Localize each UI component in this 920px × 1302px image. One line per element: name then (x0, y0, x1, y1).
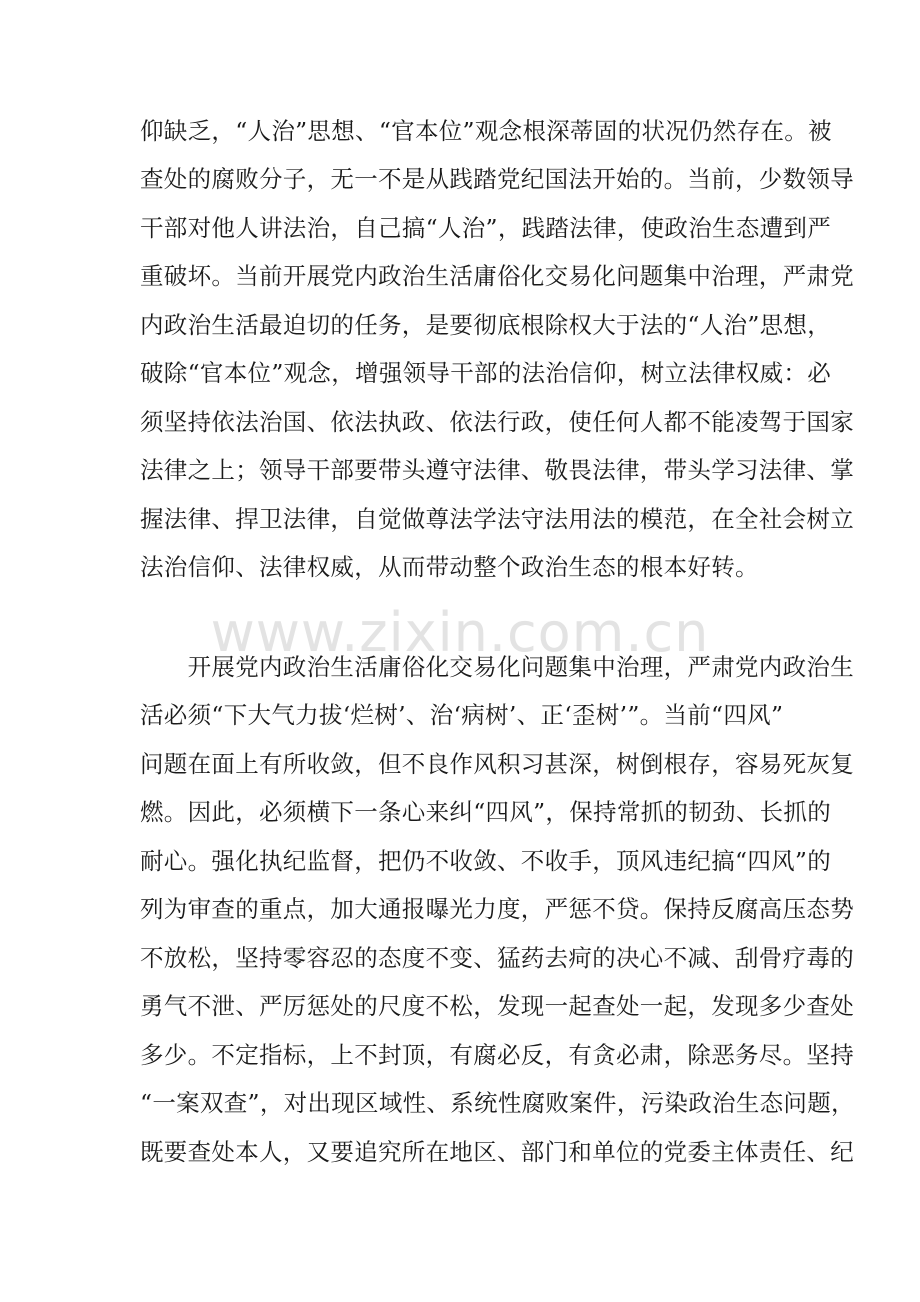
text-line: 重破坏。当前开展党内政治生活庸俗化交易化问题集中治理，严肃党 (140, 262, 854, 290)
watermark: www.zixin.com.cn (210, 601, 710, 664)
text-line: 内政治生活最迫切的任务，是要彻底根除权大于法的“人治”思想， (140, 311, 832, 339)
text-line: 仰缺乏，“人治”思想、“官本位”观念根深蒂固的状况仍然存在。被 (140, 117, 832, 145)
text-line: 活必须“下大气力拔‘烂树’、治‘病树’、正‘歪树’”。当前“四风” (140, 701, 784, 729)
text-line: 不放松，坚持零容忍的态度不变、猛药去疴的决心不减、刮骨疗毒的 (140, 944, 854, 972)
text-line: 查处的腐败分子，无一不是从践踏党纪国法开始的。当前，少数领导 (140, 165, 854, 193)
text-line: 多少。不定指标，上不封顶，有腐必反，有贪必肃，除恶务尽。坚持 (140, 1041, 854, 1069)
text-line: 既要查处本人，又要追究所在地区、部门和单位的党委主体责任、纪 (140, 1138, 854, 1166)
text-line: 燃。因此，必须横下一条心来纠“四风”，保持常抓的韧劲、长抓的 (140, 798, 832, 826)
text-line: 列为审查的重点，加大通报曝光力度，严惩不贷。保持反腐高压态势 (140, 895, 854, 923)
text-line: 勇气不泄、严厉惩处的尺度不松，发现一起查处一起，发现多少查处 (140, 992, 854, 1020)
text-line: 法治信仰、法律权威，从而带动整个政治生态的根本好转。 (140, 553, 759, 581)
text-line: 开展党内政治生活庸俗化交易化问题集中治理，严肃党内政治生 (140, 653, 854, 681)
text-line: 法律之上；领导干部要带头遵守法律、敬畏法律，带头学习法律、掌 (140, 456, 854, 484)
text-line: 破除“官本位”观念，增强领导干部的法治信仰，树立法律权威：必 (140, 359, 832, 387)
text-line: 问题在面上有所收敛，但不良作风积习甚深，树倒根存，容易死灰复 (140, 750, 854, 778)
text-line: 须坚持依法治国、依法执政、依法行政，使任何人都不能凌驾于国家 (140, 408, 854, 436)
text-line: 握法律、捍卫法律，自觉做尊法学法守法用法的模范，在全社会树立 (140, 505, 854, 533)
text-line: 干部对他人讲法治，自己搞“人治”，践踏法律，使政治生态遭到严 (140, 214, 832, 242)
text-line: “一案双查”，对出现区域性、系统性腐败案件，污染政治生态问题， (140, 1089, 855, 1117)
text-line: 耐心。强化执纪监督，把仍不收敛、不收手，顶风违纪搞“四风”的 (140, 847, 832, 875)
